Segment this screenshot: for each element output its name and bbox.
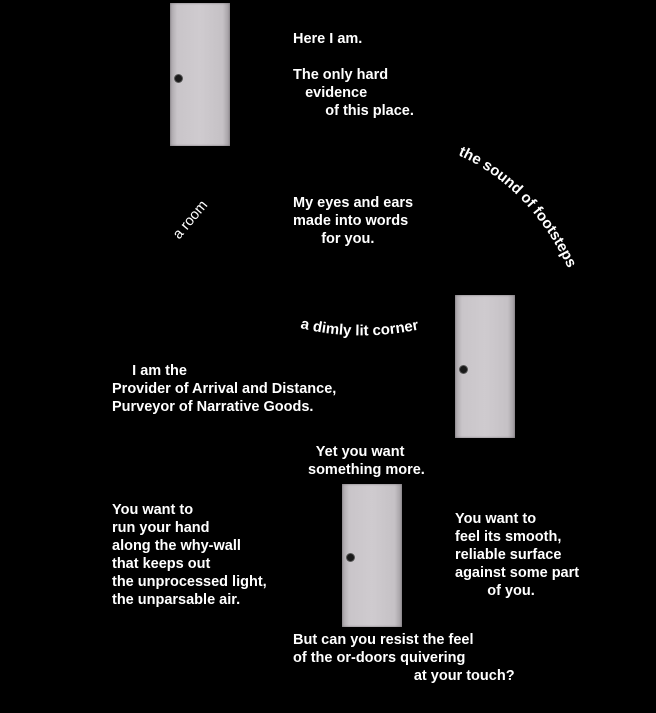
stanza-resist-the-feel: But can you resist the feel of the or-doors quivering at your touch?	[293, 632, 515, 684]
svg-text:a dimly lit corner	[299, 315, 420, 339]
stanza-why-wall: You want to run your hand along the why-wall that keeps out the unprocessed light, the unparsable air.	[112, 502, 267, 608]
stanza-eyes-and-ears: My eyes and ears made into words for you.	[293, 195, 414, 247]
label-corner-text: a dimly lit corner	[299, 315, 420, 340]
stanza-smooth-surface: You want to feel its smooth, reliable surface against some part of you.	[455, 511, 580, 599]
stanza-something-more: Yet you want something more.	[308, 444, 425, 478]
stanza-here-i-am: Here I am.	[293, 31, 363, 47]
stanza-provider: I am the Provider of Arrival and Distance, Purveyor of Narrative Goods.	[112, 363, 337, 415]
stanza-hard-evidence: The only hard evidence of this place.	[293, 67, 414, 119]
label-footsteps-text: the sound of footsteps	[456, 143, 580, 271]
label-a-room: a room	[169, 197, 212, 243]
